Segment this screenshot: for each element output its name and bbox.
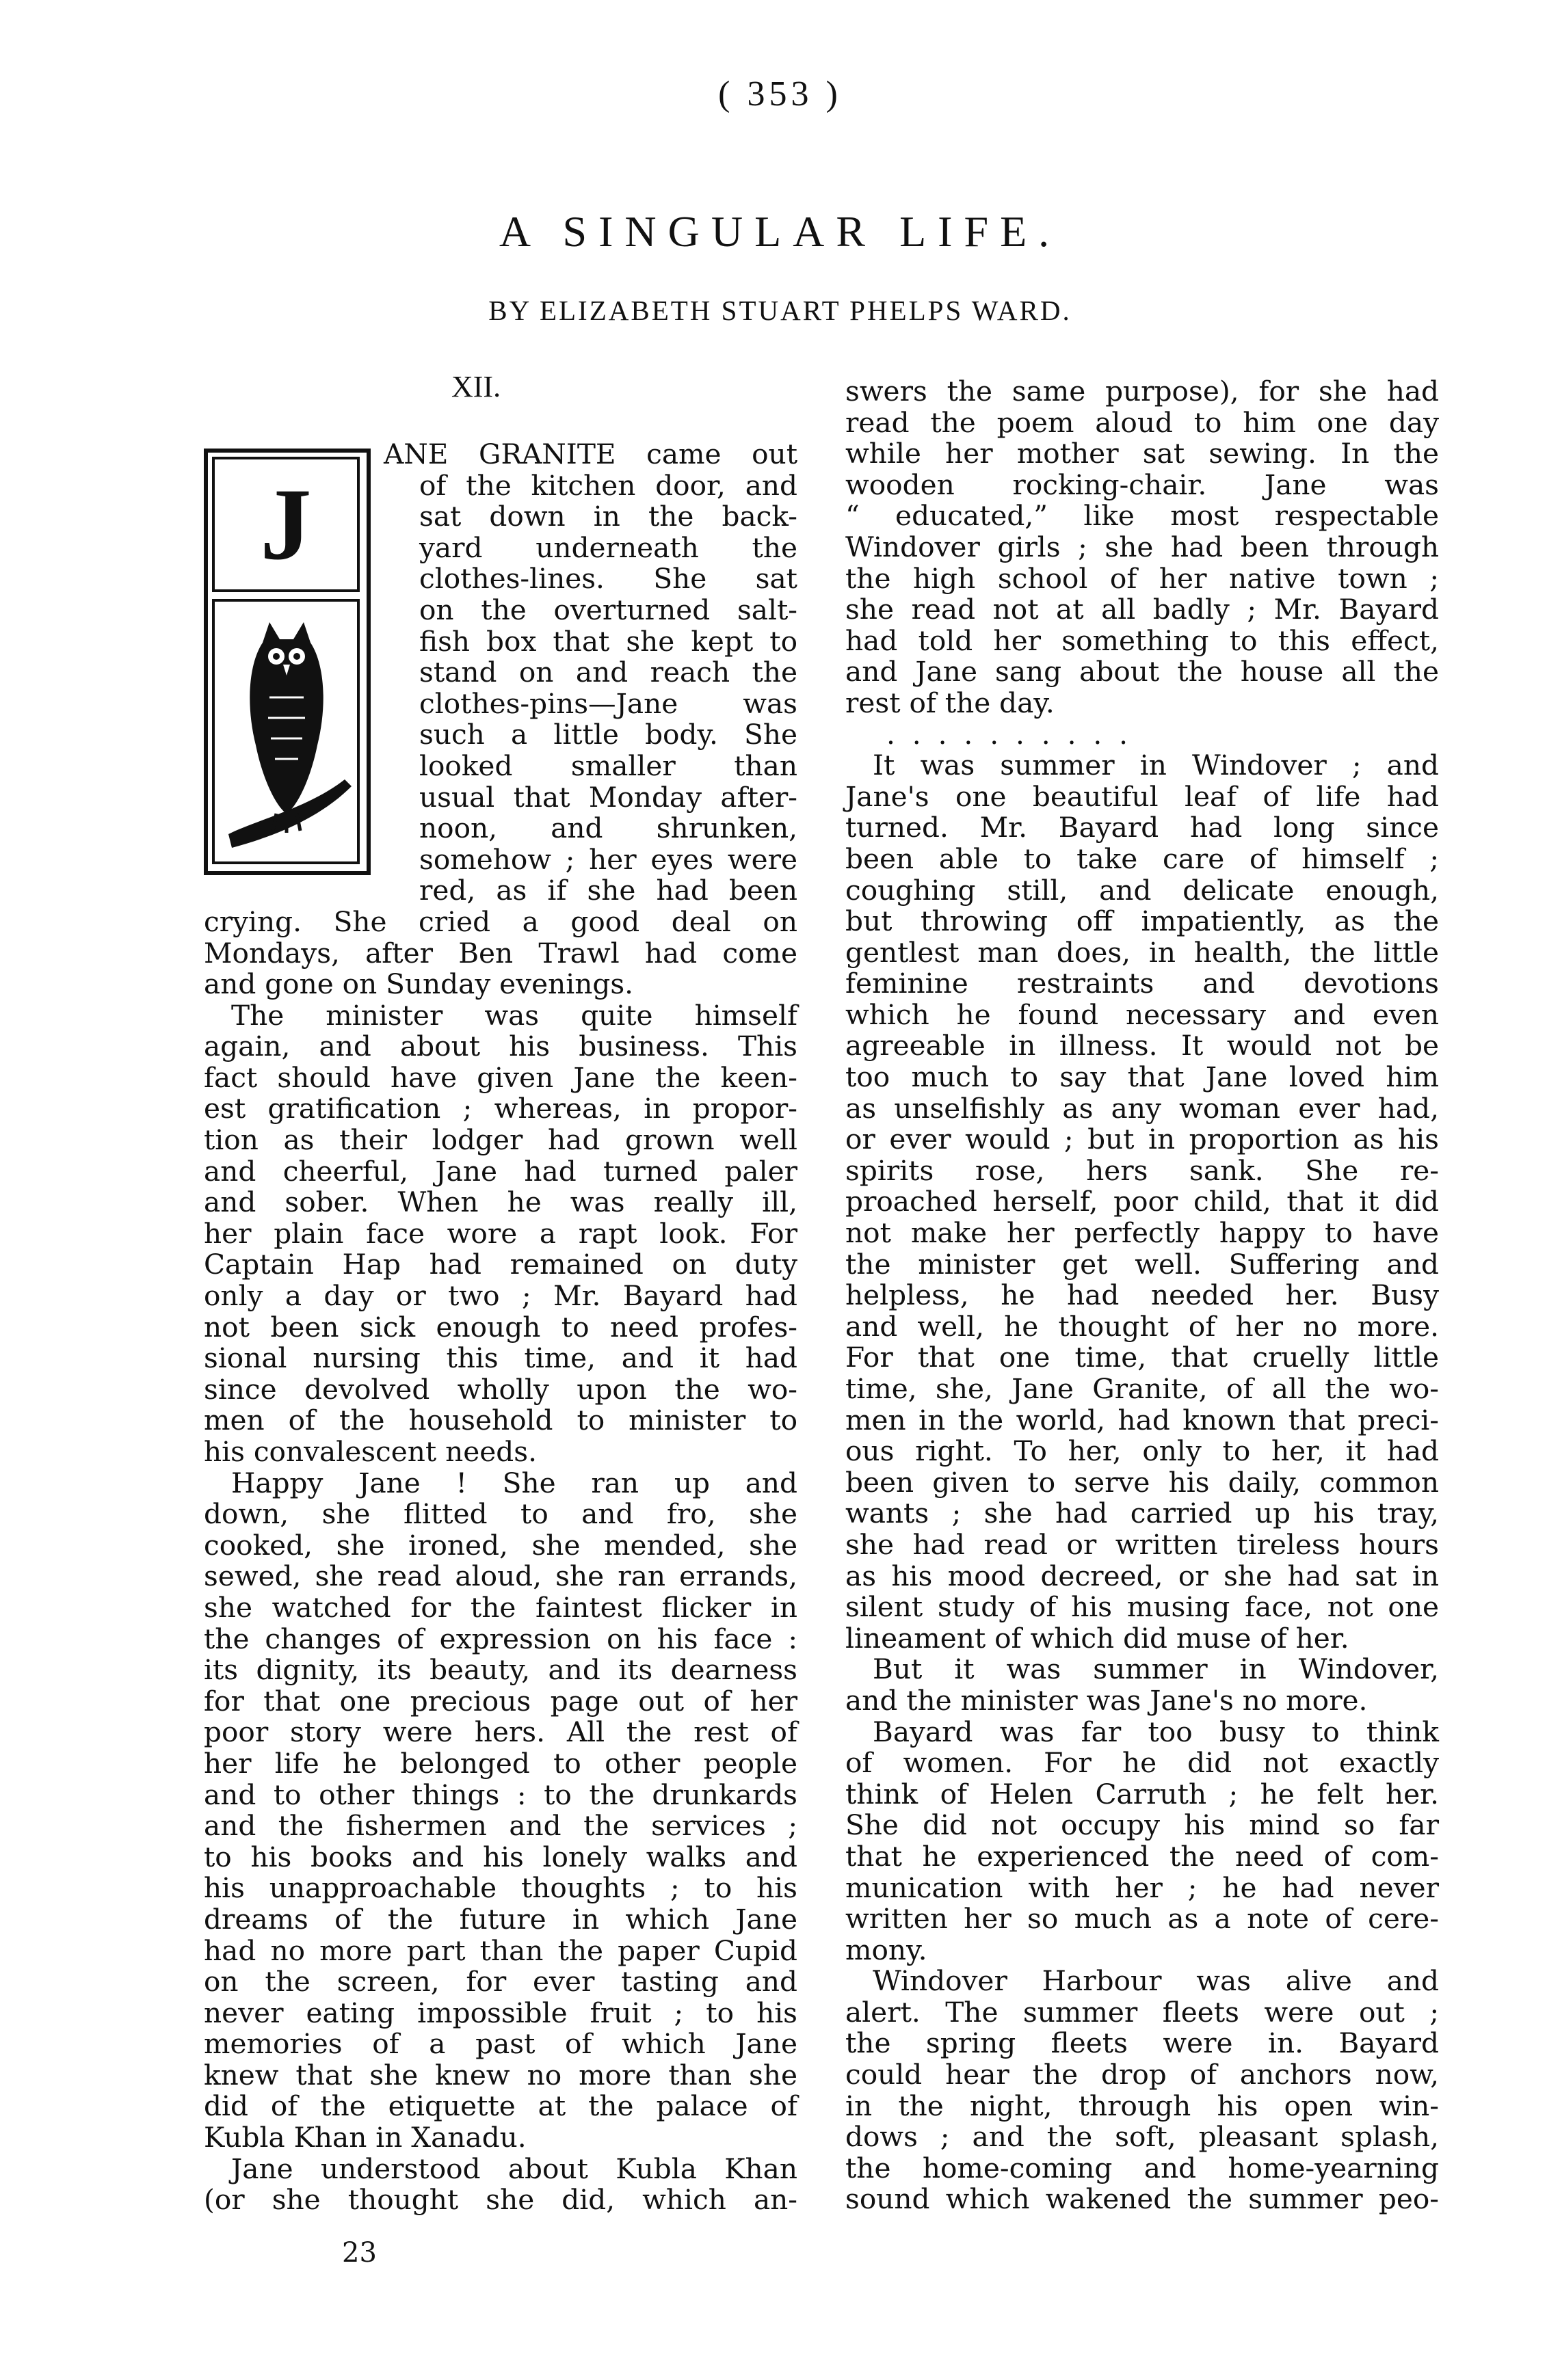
text-line: knew that she knew no more than she — [204, 2058, 797, 2091]
text-line: written her so much as a note of cere- — [845, 1902, 1439, 1936]
text-line: yard underneath the — [419, 531, 797, 564]
text-line: silent study of his musing face, not one — [845, 1590, 1439, 1624]
text-line: since devolved wholly upon the wo- — [204, 1372, 797, 1406]
text-line: been given to serve his daily, common — [845, 1465, 1439, 1499]
text-line: men of the household to minister to — [204, 1404, 797, 1437]
text-line: memories of a past of which Jane — [204, 2027, 797, 2061]
text-line: ANE GRANITE came out — [384, 438, 797, 470]
text-line: her plain face wore a rapt look. For — [204, 1216, 797, 1250]
text-line: not been sick enough to need profes- — [204, 1310, 797, 1343]
text-line: but throwing off impatiently, as the — [845, 905, 1439, 938]
text-line: swers the same purpose), for she had — [845, 375, 1439, 407]
text-line: in the night, through his open win- — [845, 2089, 1439, 2122]
text-line: cooked, she ironed, she mended, she — [204, 1528, 797, 1562]
text-line: helpless, he had needed her. Busy — [845, 1279, 1439, 1312]
text-line: It was summer in Windover ; and — [873, 749, 1439, 782]
text-line: clothes-pins—Jane was — [419, 686, 797, 720]
text-line: did of the etiquette at the palace of — [204, 2089, 797, 2123]
text-line: to his books and his lonely walks and — [204, 1840, 797, 1873]
right-column — [845, 376, 1439, 2215]
text-line: munication with her ; he had never — [845, 1871, 1439, 1904]
signature-mark: 23 — [342, 2237, 377, 2269]
text-line: gentlest man does, in health, the little — [845, 935, 1439, 969]
text-line: and gone on Sunday evenings. — [204, 967, 634, 1001]
text-line: fact should have given Jane the keen- — [204, 1060, 797, 1094]
text-line: spirits rose, hers sank. She re- — [845, 1153, 1439, 1187]
text-line: But it was summer in Windover, — [873, 1653, 1439, 1686]
text-line: as unselfishly as any woman ever had, — [845, 1091, 1439, 1125]
text-line: somehow ; her eyes were — [419, 842, 797, 876]
article-title: A SINGULAR LIFE. — [499, 207, 1061, 256]
text-line: the high school of her native town ; — [845, 561, 1439, 595]
text-line: Bayard was far too busy to think — [873, 1715, 1439, 1748]
text-line: sat down in the back- — [419, 500, 797, 533]
text-line: For that one time, that cruelly little — [845, 1341, 1439, 1374]
text-line: not make her perfectly happy to have — [845, 1216, 1439, 1250]
text-line: sound which wakened the summer peo- — [845, 2182, 1439, 2216]
text-line: the home-coming and home-yearning — [845, 2151, 1439, 2184]
text-line: could hear the drop of anchors now, — [845, 2058, 1439, 2091]
text-line: noon, and shrunken, — [419, 812, 797, 845]
byline: BY ELIZABETH STUART PHELPS WARD. — [488, 295, 1072, 326]
text-line: while her mother sat sewing. In the — [845, 437, 1439, 470]
text-line: and to other things : to the drunkards — [204, 1778, 797, 1811]
text-line: clothes-lines. She sat — [419, 562, 797, 596]
text-line: dreams of the future in which Jane — [204, 1902, 797, 1936]
text-line: she read not at all badly ; Mr. Bayard — [845, 593, 1439, 626]
text-line: ous right. To her, only to her, it had — [845, 1434, 1439, 1468]
text-line: looked smaller than — [419, 749, 797, 782]
text-line: Captain Hap had remained on duty — [204, 1248, 797, 1281]
text-line: been able to take care of himself ; — [845, 842, 1439, 875]
text-line: sional nursing this time, and it had — [204, 1341, 797, 1375]
page-number: ( 353 ) — [718, 75, 842, 113]
text-line: Windover Harbour was alive and — [873, 1964, 1439, 1998]
text-line: or ever would ; but in proportion as his — [845, 1123, 1439, 1156]
text-line: which he found necessary and even — [845, 998, 1439, 1031]
text-line: on the overturned salt- — [419, 593, 797, 626]
text-line: never eating impossible fruit ; to his — [204, 1996, 797, 2029]
text-line: she had read or written tireless hours — [845, 1527, 1439, 1561]
text-line: and Jane sang about the house all the — [845, 655, 1439, 688]
text-line: Jane's one beautiful leaf of life had — [845, 779, 1439, 813]
text-line: and the fishermen and the services ; — [204, 1809, 797, 1843]
text-line: and cheerful, Jane had turned paler — [204, 1154, 797, 1188]
text-line: Jane understood about Kubla Khan — [231, 2152, 797, 2185]
text-line: turned. Mr. Bayard had long since — [845, 811, 1439, 844]
text-line: fish box that she kept to — [419, 624, 797, 658]
text-line: read the poem aloud to him one day — [845, 405, 1439, 439]
text-line: such a little body. She — [419, 718, 797, 751]
text-line: rest of the day. — [845, 686, 1055, 719]
drop-paragraph — [204, 439, 797, 907]
text-line: Windover girls ; she had been through — [845, 530, 1439, 563]
text-line: feminine restraints and devotions — [845, 967, 1439, 1000]
text-line: Happy Jane ! She ran up and — [231, 1466, 797, 1499]
text-line: down, she flitted to and fro, she — [204, 1497, 797, 1531]
text-line: wants ; she had carried up his tray, — [845, 1497, 1439, 1530]
text-line: of the kitchen door, and — [419, 468, 797, 502]
text-line: think of Helen Carruth ; he felt her. — [845, 1777, 1439, 1810]
text-line: red, as if she had been — [419, 874, 797, 907]
text-line: his convalescent needs. — [204, 1435, 537, 1468]
text-line: for that one precious page out of her — [204, 1684, 797, 1717]
text-line: her life he belonged to other people — [204, 1746, 797, 1780]
text-line: She did not occupy his mind so far — [845, 1808, 1439, 1842]
text-line: and sober. When he was really ill, — [204, 1186, 797, 1219]
text-line: agreeable in illness. It would not be — [845, 1029, 1439, 1062]
text-line: stand on and reach the — [419, 656, 797, 689]
text-line: lineament of which did muse of her. — [845, 1621, 1349, 1655]
text-line: she watched for the faintest flicker in — [204, 1590, 797, 1624]
text-line: on the screen, for ever tasting and — [204, 1965, 797, 1998]
text-line: The minister was quite himself — [231, 998, 797, 1032]
text-line: time, she, Jane Granite, of all the wo- — [845, 1372, 1439, 1405]
text-line: men in the world, had known that preci- — [845, 1403, 1439, 1436]
text-line: sewed, she read aloud, she ran errands, — [204, 1560, 797, 1593]
text-line: Mondays, after Ben Trawl had come — [204, 936, 797, 970]
text-line: the changes of expression on his face : — [204, 1622, 797, 1655]
text-line: est gratification ; whereas, in propor- — [204, 1092, 797, 1125]
text-line: as his mood decreed, or she had sat in — [845, 1559, 1439, 1592]
text-line: only a day or two ; Mr. Bayard had — [204, 1279, 797, 1313]
text-line: wooden rocking-chair. Jane was — [845, 468, 1439, 501]
text-line: crying. She cried a good deal on — [204, 905, 797, 938]
text-line: his unapproachable thoughts ; to his — [204, 1871, 797, 1905]
chapter-heading: XII. — [451, 370, 501, 403]
text-line: mony. — [845, 1933, 927, 1966]
text-line: of women. For he did not exactly — [845, 1746, 1439, 1780]
left-column — [204, 439, 797, 2216]
text-line: usual that Monday after- — [419, 780, 797, 814]
text-line: alert. The summer fleets were out ; — [845, 1995, 1439, 2029]
section-separator: . . . . . . . . . . — [886, 717, 1133, 751]
text-line: that he experienced the need of com- — [845, 1839, 1439, 1873]
text-line: again, and about his business. This — [204, 1030, 797, 1063]
text-line: (or she thought she did, which an- — [204, 2183, 797, 2217]
text-line: and the minister was Jane's no more. — [845, 1683, 1368, 1717]
text-line: the minister get well. Suffering and — [845, 1247, 1439, 1281]
text-line: had told her something to this effect, — [845, 624, 1439, 657]
text-line: had no more part than the paper Cupid — [204, 1934, 797, 1967]
text-line: the spring fleets were in. Bayard — [845, 2027, 1439, 2060]
text-line: proached herself, poor child, that it did — [845, 1185, 1439, 1218]
text-line: too much to say that Jane loved him — [845, 1060, 1439, 1094]
text-line: its dignity, its beauty, and its dearness — [204, 1653, 797, 1687]
text-line: poor story were hers. All the rest of — [204, 1715, 797, 1749]
text-line: Kubla Khan in Xanadu. — [204, 2121, 527, 2154]
text-line: “ educated,” like most respectable — [845, 499, 1439, 533]
text-line: coughing still, and delicate enough, — [845, 873, 1439, 907]
text-line: dows ; and the soft, pleasant splash, — [845, 2120, 1439, 2154]
text-line: tion as their lodger had grown well — [204, 1123, 797, 1157]
text-line: and well, he thought of her no more. — [845, 1309, 1439, 1343]
drop-cap-letter: J — [212, 457, 360, 592]
